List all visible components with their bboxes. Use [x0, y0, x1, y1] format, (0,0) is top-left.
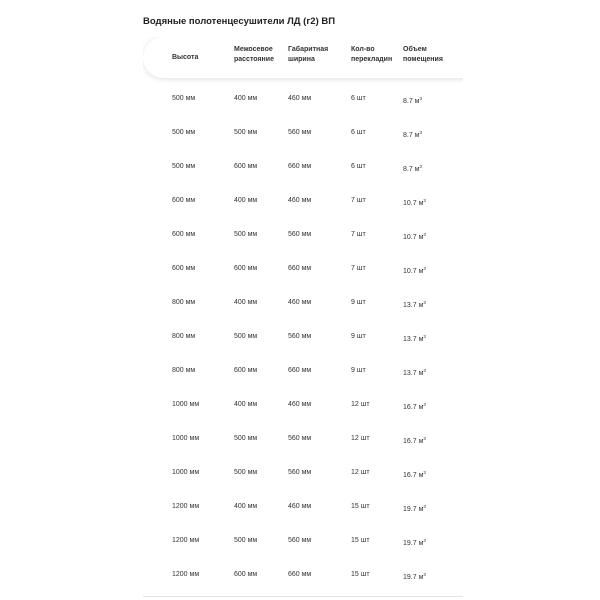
cell-bar-count-text: 7 шт	[351, 197, 366, 204]
cell-room-volume	[403, 400, 426, 412]
cell-bar-count-text: 9 шт	[351, 299, 366, 306]
cell-overall-width-text: 460 мм	[288, 197, 312, 204]
specs-table	[143, 37, 463, 600]
cell-height	[172, 536, 199, 545]
cell-overall-width	[288, 94, 311, 103]
cell-room-volume	[403, 298, 426, 310]
cell-bar-count-text: 12 шт	[351, 469, 370, 476]
cell-center-distance	[234, 570, 257, 579]
unit-superscript: 3	[423, 470, 426, 475]
cell-overall-width	[288, 536, 311, 545]
cell-center-distance-text: 600 мм	[234, 571, 258, 578]
cell-overall-width-text: 460 мм	[288, 401, 312, 408]
table-row	[143, 486, 463, 520]
cell-overall-width	[288, 570, 311, 579]
cell-center-distance	[234, 400, 257, 409]
cell-height	[172, 468, 199, 477]
table-row	[143, 180, 463, 214]
header-height: Высота	[172, 54, 199, 61]
table-header	[143, 37, 463, 78]
cell-bar-count-text: 15 шт	[351, 537, 370, 544]
cell-room-volume	[403, 502, 426, 514]
header-bar-count: Кол-во перекладин	[351, 46, 393, 63]
table-row	[143, 520, 463, 554]
cell-overall-width	[288, 332, 311, 341]
unit-superscript: 3	[419, 96, 423, 101]
cell-overall-width-text: 660 мм	[288, 163, 312, 170]
cell-overall-width	[288, 196, 311, 205]
cell-height	[172, 162, 195, 171]
cell-room-volume	[403, 366, 426, 378]
cell-room-volume-text: 13.7 м	[403, 336, 424, 343]
cell-overall-width-text: 660 мм	[288, 265, 312, 272]
cell-height-text: 600 мм	[172, 197, 196, 204]
cell-height	[172, 196, 195, 205]
cell-overall-width	[288, 162, 311, 171]
header-room-volume: Объем помещения	[403, 46, 443, 63]
cell-height-text: 1200 мм	[172, 503, 200, 510]
cell-room-volume	[403, 536, 426, 548]
cell-center-distance-text: 400 мм	[234, 95, 258, 102]
cell-bar-count	[351, 570, 370, 579]
cell-center-distance-text: 500 мм	[234, 537, 258, 544]
cell-center-distance	[234, 264, 257, 273]
unit-superscript: 3	[423, 368, 426, 373]
cell-overall-width-text: 560 мм	[288, 435, 312, 442]
cell-overall-width	[288, 434, 311, 443]
cell-bar-count	[351, 230, 366, 239]
unit-superscript: 3	[423, 198, 426, 203]
cell-center-distance	[234, 128, 257, 137]
cell-center-distance	[234, 162, 257, 171]
cell-center-distance-text: 500 мм	[234, 231, 258, 238]
cell-height-text: 600 мм	[172, 231, 196, 238]
cell-bar-count-text: 6 шт	[351, 129, 366, 136]
cell-room-volume-text: 10.7 м	[403, 234, 424, 241]
table-row	[143, 316, 463, 350]
cell-center-distance-text: 400 мм	[234, 197, 258, 204]
unit-superscript: 3	[423, 266, 426, 271]
cell-center-distance	[234, 502, 257, 511]
cell-height-text: 500 мм	[172, 129, 196, 136]
table-row	[143, 384, 463, 418]
cell-bar-count	[351, 128, 366, 137]
unit-superscript: 3	[419, 164, 423, 169]
cell-bar-count	[351, 366, 366, 375]
unit-superscript: 3	[423, 504, 426, 509]
cell-center-distance-text: 600 мм	[234, 163, 258, 170]
cell-room-volume	[403, 128, 422, 140]
page-title: Водяные полотенцесушители ЛД (г2) ВП	[143, 16, 336, 27]
cell-center-distance	[234, 434, 257, 443]
cell-overall-width-text: 560 мм	[288, 129, 312, 136]
cell-bar-count-text: 7 шт	[351, 231, 366, 238]
cell-bar-count	[351, 536, 370, 545]
cell-height	[172, 570, 199, 579]
cell-height	[172, 94, 195, 103]
cell-bar-count	[351, 400, 370, 409]
cell-overall-width-text: 560 мм	[288, 231, 312, 238]
cell-room-volume-text: 19.7 м	[403, 540, 424, 547]
cell-overall-width-text: 460 мм	[288, 95, 312, 102]
cell-center-distance	[234, 536, 257, 545]
cell-overall-width	[288, 366, 311, 375]
cell-height-text: 800 мм	[172, 367, 196, 374]
cell-center-distance-text: 600 мм	[234, 367, 258, 374]
cell-room-volume-text: 10.7 м	[403, 268, 424, 275]
unit-superscript: 3	[423, 572, 426, 577]
header-center-distance: Межосевое расстояние	[234, 46, 274, 63]
cell-center-distance	[234, 196, 257, 205]
unit-superscript: 3	[423, 334, 426, 339]
cell-height	[172, 400, 199, 409]
cell-height-text: 1200 мм	[172, 537, 200, 544]
cell-bar-count	[351, 502, 370, 511]
table-row	[143, 214, 463, 248]
cell-bar-count	[351, 264, 366, 273]
cell-room-volume-text: 13.7 м	[403, 370, 424, 377]
cell-height-text: 1000 мм	[172, 469, 200, 476]
cell-height-text: 800 мм	[172, 333, 196, 340]
cell-room-volume-text: 8.7 м	[403, 98, 420, 105]
header-overall-width: Габаритная ширина	[288, 46, 329, 63]
cell-bar-count-text: 15 шт	[351, 571, 370, 578]
cell-height	[172, 366, 195, 375]
table-row	[143, 350, 463, 384]
cell-room-volume-text: 16.7 м	[403, 404, 424, 411]
cell-room-volume-text: 16.7 м	[403, 438, 424, 445]
divider	[143, 596, 463, 597]
cell-overall-width-text: 560 мм	[288, 469, 312, 476]
cell-height-text: 1200 мм	[172, 571, 200, 578]
cell-bar-count-text: 9 шт	[351, 367, 366, 374]
cell-overall-width-text: 460 мм	[288, 503, 312, 510]
cell-bar-count	[351, 332, 366, 341]
cell-room-volume	[403, 434, 426, 446]
cell-height-text: 1000 мм	[172, 435, 200, 442]
cell-overall-width	[288, 264, 311, 273]
cell-center-distance	[234, 298, 257, 307]
cell-height	[172, 332, 195, 341]
table-row	[143, 452, 463, 486]
table-row	[143, 112, 463, 146]
cell-overall-width-text: 460 мм	[288, 299, 312, 306]
cell-bar-count-text: 6 шт	[351, 163, 366, 170]
cell-center-distance	[234, 468, 257, 477]
cell-height	[172, 298, 195, 307]
table-row	[143, 146, 463, 180]
cell-center-distance-text: 400 мм	[234, 299, 258, 306]
cell-height	[172, 434, 199, 443]
cell-overall-width	[288, 468, 311, 477]
cell-center-distance	[234, 366, 257, 375]
unit-superscript: 3	[419, 130, 423, 135]
cell-room-volume-text: 16.7 м	[403, 472, 424, 479]
table-row	[143, 282, 463, 316]
cell-height	[172, 502, 199, 511]
cell-bar-count	[351, 298, 366, 307]
unit-superscript: 3	[423, 232, 426, 237]
cell-room-volume-text: 13.7 м	[403, 302, 424, 309]
cell-center-distance-text: 500 мм	[234, 469, 258, 476]
cell-bar-count-text: 9 шт	[351, 333, 366, 340]
cell-height-text: 600 мм	[172, 265, 196, 272]
cell-center-distance-text: 500 мм	[234, 333, 258, 340]
table-row	[143, 418, 463, 452]
cell-overall-width-text: 560 мм	[288, 537, 312, 544]
table-body	[143, 78, 463, 588]
cell-center-distance	[234, 332, 257, 341]
cell-room-volume	[403, 332, 426, 344]
cell-room-volume	[403, 230, 426, 242]
cell-height-text: 500 мм	[172, 95, 196, 102]
cell-overall-width-text: 660 мм	[288, 571, 312, 578]
cell-overall-width	[288, 128, 311, 137]
cell-room-volume-text: 8.7 м	[403, 132, 420, 139]
cell-bar-count	[351, 94, 366, 103]
cell-height-text: 1000 мм	[172, 401, 200, 408]
cell-room-volume-text: 8.7 м	[403, 166, 420, 173]
cell-room-volume	[403, 264, 426, 276]
cell-bar-count-text: 12 шт	[351, 435, 370, 442]
cell-center-distance-text: 400 мм	[234, 503, 258, 510]
cell-overall-width	[288, 230, 311, 239]
cell-bar-count-text: 12 шт	[351, 401, 370, 408]
cell-bar-count	[351, 434, 370, 443]
cell-height-text: 800 мм	[172, 299, 196, 306]
cell-room-volume-text: 19.7 м	[403, 574, 424, 581]
cell-bar-count-text: 6 шт	[351, 95, 366, 102]
cell-bar-count	[351, 468, 370, 477]
cell-room-volume-text: 10.7 м	[403, 200, 424, 207]
cell-center-distance-text: 500 мм	[234, 129, 258, 136]
cell-height	[172, 230, 195, 239]
cell-bar-count	[351, 162, 366, 171]
cell-center-distance-text: 500 мм	[234, 435, 258, 442]
cell-room-volume	[403, 196, 426, 208]
table-row	[143, 78, 463, 112]
cell-overall-width-text: 660 мм	[288, 367, 312, 374]
table-row	[143, 554, 463, 588]
cell-center-distance	[234, 94, 257, 103]
cell-bar-count-text: 15 шт	[351, 503, 370, 510]
cell-room-volume	[403, 570, 426, 582]
cell-height-text: 500 мм	[172, 163, 196, 170]
cell-center-distance	[234, 230, 257, 239]
unit-superscript: 3	[423, 402, 426, 407]
cell-room-volume	[403, 94, 422, 106]
cell-bar-count	[351, 196, 366, 205]
cell-room-volume	[403, 468, 426, 480]
cell-bar-count-text: 7 шт	[351, 265, 366, 272]
unit-superscript: 3	[423, 436, 426, 441]
unit-superscript: 3	[423, 538, 426, 543]
table-row	[143, 248, 463, 282]
cell-overall-width-text: 560 мм	[288, 333, 312, 340]
cell-height	[172, 128, 195, 137]
cell-center-distance-text: 400 мм	[234, 401, 258, 408]
cell-room-volume-text: 19.7 м	[403, 506, 424, 513]
cell-room-volume	[403, 162, 422, 174]
cell-height	[172, 264, 195, 273]
unit-superscript: 3	[423, 300, 426, 305]
cell-overall-width	[288, 502, 311, 511]
cell-center-distance-text: 600 мм	[234, 265, 258, 272]
cell-overall-width	[288, 298, 311, 307]
cell-overall-width	[288, 400, 311, 409]
